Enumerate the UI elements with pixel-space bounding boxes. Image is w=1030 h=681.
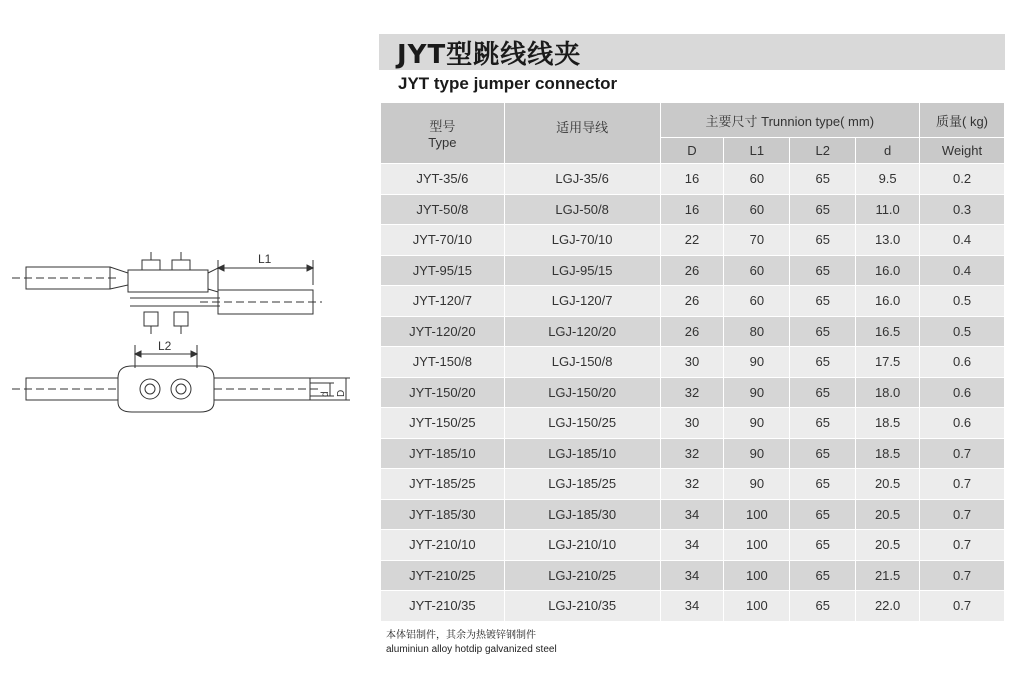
nut-2 bbox=[174, 312, 188, 326]
cell-l1: 60 bbox=[724, 255, 790, 286]
cell-d: 11.0 bbox=[856, 194, 920, 225]
label-L2: L2 bbox=[158, 339, 172, 353]
table-row bbox=[381, 377, 1005, 408]
header-weight-en: Weight bbox=[920, 138, 1005, 164]
cell-conductor: LGJ-210/25 bbox=[504, 560, 660, 591]
cell-d: 16.5 bbox=[856, 316, 920, 347]
cell-type: JYT-120/7 bbox=[381, 286, 505, 317]
cell-conductor: LGJ-185/25 bbox=[504, 469, 660, 500]
cell-d: 17.5 bbox=[856, 347, 920, 378]
cell-conductor: LGJ-120/20 bbox=[504, 316, 660, 347]
cell-type: JYT-210/35 bbox=[381, 591, 505, 622]
header-conductor: 适用导线 bbox=[504, 103, 660, 164]
cell-d: 18.5 bbox=[856, 438, 920, 469]
cell-d: 20.5 bbox=[856, 499, 920, 530]
cell-type: JYT-210/10 bbox=[381, 530, 505, 561]
cell-l2: 65 bbox=[790, 377, 856, 408]
table-row bbox=[381, 530, 1005, 561]
cell-d: 18.5 bbox=[856, 408, 920, 439]
cell-d: 9.5 bbox=[856, 164, 920, 195]
cell-weight: 0.7 bbox=[920, 469, 1005, 500]
cell-type: JYT-120/20 bbox=[381, 316, 505, 347]
title-bar bbox=[379, 34, 1005, 70]
cell-l2: 65 bbox=[790, 591, 856, 622]
cell-conductor: LGJ-150/20 bbox=[504, 377, 660, 408]
table-row bbox=[381, 438, 1005, 469]
cell-l1: 80 bbox=[724, 316, 790, 347]
clamp-body-top bbox=[128, 270, 208, 292]
cell-conductor: LGJ-150/8 bbox=[504, 347, 660, 378]
cell-l1: 100 bbox=[724, 499, 790, 530]
cell-weight: 0.7 bbox=[920, 591, 1005, 622]
cell-l1: 90 bbox=[724, 377, 790, 408]
cell-l2: 65 bbox=[790, 316, 856, 347]
cell-d: 20.5 bbox=[856, 469, 920, 500]
table-row bbox=[381, 560, 1005, 591]
cell-d: 16.0 bbox=[856, 286, 920, 317]
label-L1: L1 bbox=[258, 252, 272, 266]
cell-d: 34 bbox=[660, 591, 724, 622]
cell-type: JYT-185/25 bbox=[381, 469, 505, 500]
cell-d: 18.0 bbox=[856, 377, 920, 408]
cell-l1: 90 bbox=[724, 347, 790, 378]
header-L1: L1 bbox=[724, 138, 790, 164]
cell-l2: 65 bbox=[790, 469, 856, 500]
cell-l2: 65 bbox=[790, 347, 856, 378]
label-D: D bbox=[336, 389, 347, 397]
cell-type: JYT-150/8 bbox=[381, 347, 505, 378]
header-d: d bbox=[856, 138, 920, 164]
cell-d: 30 bbox=[660, 347, 724, 378]
header-D: D bbox=[660, 138, 724, 164]
cell-type: JYT-95/15 bbox=[381, 255, 505, 286]
right-taper-top bbox=[208, 268, 218, 292]
cell-d: 26 bbox=[660, 286, 724, 317]
cell-l2: 65 bbox=[790, 194, 856, 225]
cell-conductor: LGJ-210/10 bbox=[504, 530, 660, 561]
cell-conductor: LGJ-35/6 bbox=[504, 164, 660, 195]
cell-l1: 60 bbox=[724, 164, 790, 195]
cell-l2: 65 bbox=[790, 225, 856, 256]
cell-d: 30 bbox=[660, 408, 724, 439]
cell-weight: 0.2 bbox=[920, 164, 1005, 195]
table-row bbox=[381, 255, 1005, 286]
cell-l2: 65 bbox=[790, 164, 856, 195]
cell-l1: 100 bbox=[724, 591, 790, 622]
bolt-hole-1 bbox=[140, 379, 160, 399]
cell-weight: 0.7 bbox=[920, 530, 1005, 561]
cell-l2: 65 bbox=[790, 286, 856, 317]
cell-l1: 70 bbox=[724, 225, 790, 256]
cell-d: 16 bbox=[660, 164, 724, 195]
header-type-en: Type bbox=[428, 135, 457, 150]
cell-l1: 90 bbox=[724, 438, 790, 469]
cell-l1: 60 bbox=[724, 286, 790, 317]
header-weight-cn: 质量( kg) bbox=[920, 103, 1005, 138]
cell-d: 22.0 bbox=[856, 591, 920, 622]
label-d: d bbox=[320, 391, 331, 397]
cell-l2: 65 bbox=[790, 530, 856, 561]
material-note-cn: 本体铝制件，其余为热镀锌钢制件 bbox=[386, 630, 536, 641]
table-row bbox=[381, 164, 1005, 195]
cell-d: 21.5 bbox=[856, 560, 920, 591]
cell-l2: 65 bbox=[790, 499, 856, 530]
bolt-head-2 bbox=[172, 260, 190, 270]
bolt-hole-2 bbox=[171, 379, 191, 399]
table-row bbox=[381, 499, 1005, 530]
title-chinese: JYT型跳线线夹 bbox=[397, 39, 582, 70]
cell-l1: 90 bbox=[724, 408, 790, 439]
cell-weight: 0.6 bbox=[920, 377, 1005, 408]
cell-d: 32 bbox=[660, 377, 724, 408]
cell-conductor: LGJ-50/8 bbox=[504, 194, 660, 225]
cell-weight: 0.4 bbox=[920, 225, 1005, 256]
cell-d: 32 bbox=[660, 469, 724, 500]
header-L2: L2 bbox=[790, 138, 856, 164]
cell-l2: 65 bbox=[790, 560, 856, 591]
cell-d: 26 bbox=[660, 255, 724, 286]
table-row bbox=[381, 194, 1005, 225]
table-row bbox=[381, 225, 1005, 256]
cell-weight: 0.7 bbox=[920, 560, 1005, 591]
cell-conductor: LGJ-70/10 bbox=[504, 225, 660, 256]
cell-weight: 0.5 bbox=[920, 316, 1005, 347]
table-row bbox=[381, 591, 1005, 622]
cell-weight: 0.6 bbox=[920, 347, 1005, 378]
cell-conductor: LGJ-185/10 bbox=[504, 438, 660, 469]
table-row bbox=[381, 316, 1005, 347]
cell-d: 26 bbox=[660, 316, 724, 347]
table-row bbox=[381, 469, 1005, 500]
cell-d: 32 bbox=[660, 438, 724, 469]
cell-d: 16.0 bbox=[856, 255, 920, 286]
cell-l2: 65 bbox=[790, 408, 856, 439]
cell-weight: 0.3 bbox=[920, 194, 1005, 225]
cell-weight: 0.7 bbox=[920, 499, 1005, 530]
cell-d: 34 bbox=[660, 560, 724, 591]
cell-d: 34 bbox=[660, 499, 724, 530]
cell-type: JYT-185/10 bbox=[381, 438, 505, 469]
cell-l1: 100 bbox=[724, 560, 790, 591]
bolt-head-1 bbox=[142, 260, 160, 270]
cell-d: 13.0 bbox=[856, 225, 920, 256]
cell-l2: 65 bbox=[790, 255, 856, 286]
cell-type: JYT-50/8 bbox=[381, 194, 505, 225]
cell-weight: 0.5 bbox=[920, 286, 1005, 317]
cell-type: JYT-185/30 bbox=[381, 499, 505, 530]
nut-1 bbox=[144, 312, 158, 326]
cell-d: 16 bbox=[660, 194, 724, 225]
cell-l1: 100 bbox=[724, 530, 790, 561]
clamp-body-bottom bbox=[118, 366, 214, 412]
table-row bbox=[381, 347, 1005, 378]
cell-d: 34 bbox=[660, 530, 724, 561]
cell-type: JYT-150/20 bbox=[381, 377, 505, 408]
cell-l1: 90 bbox=[724, 469, 790, 500]
table-row bbox=[381, 408, 1005, 439]
cell-type: JYT-150/25 bbox=[381, 408, 505, 439]
cell-weight: 0.6 bbox=[920, 408, 1005, 439]
cell-type: JYT-210/25 bbox=[381, 560, 505, 591]
cell-conductor: LGJ-185/30 bbox=[504, 499, 660, 530]
cell-conductor: LGJ-150/25 bbox=[504, 408, 660, 439]
cell-conductor: LGJ-210/35 bbox=[504, 591, 660, 622]
cell-conductor: LGJ-95/15 bbox=[504, 255, 660, 286]
header-type-cn: 型号 bbox=[429, 119, 456, 134]
connector-drawing bbox=[0, 240, 360, 430]
header-type bbox=[381, 103, 505, 164]
cell-weight: 0.4 bbox=[920, 255, 1005, 286]
table-row bbox=[381, 286, 1005, 317]
cell-d: 22 bbox=[660, 225, 724, 256]
cell-l1: 60 bbox=[724, 194, 790, 225]
cell-type: JYT-35/6 bbox=[381, 164, 505, 195]
cell-type: JYT-70/10 bbox=[381, 225, 505, 256]
cell-d: 20.5 bbox=[856, 530, 920, 561]
material-note-en: aluminiun alloy hotdip galvanized steel bbox=[386, 644, 557, 655]
title-english: JYT type jumper connector bbox=[398, 74, 618, 93]
header-dimensions: 主要尺寸 Trunnion type( mm) bbox=[660, 103, 920, 138]
cell-weight: 0.7 bbox=[920, 438, 1005, 469]
cell-l2: 65 bbox=[790, 438, 856, 469]
material-note bbox=[386, 629, 557, 657]
cell-conductor: LGJ-120/7 bbox=[504, 286, 660, 317]
spec-table bbox=[380, 102, 1005, 622]
